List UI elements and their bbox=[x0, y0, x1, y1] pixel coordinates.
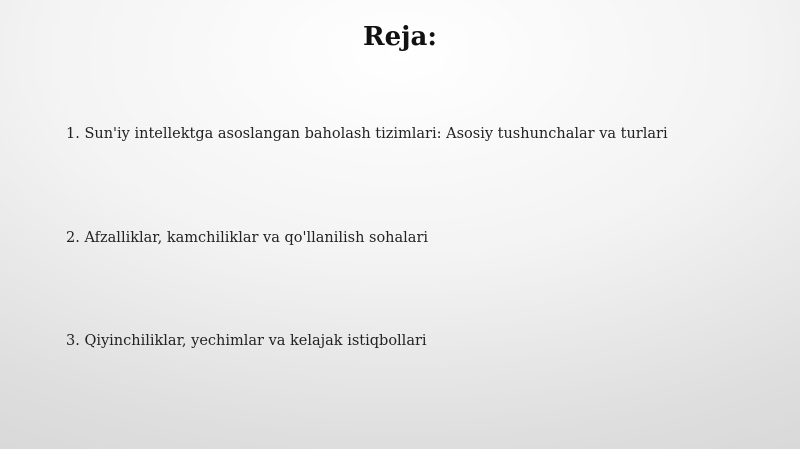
slide-title: Reja: bbox=[362, 22, 437, 52]
plan-item-3: 3. Qiyinchiliklar, yechimlar va kelajak istiqbollari bbox=[66, 333, 427, 349]
plan-item-2: 2. Afzalliklar, kamchiliklar va qo'llanilish sohalari bbox=[66, 230, 429, 246]
plan-item-1: 1. Sun'iy intellektga asoslangan baholash tizimlari: Asosiy tushunchalar va turlari bbox=[66, 126, 668, 142]
